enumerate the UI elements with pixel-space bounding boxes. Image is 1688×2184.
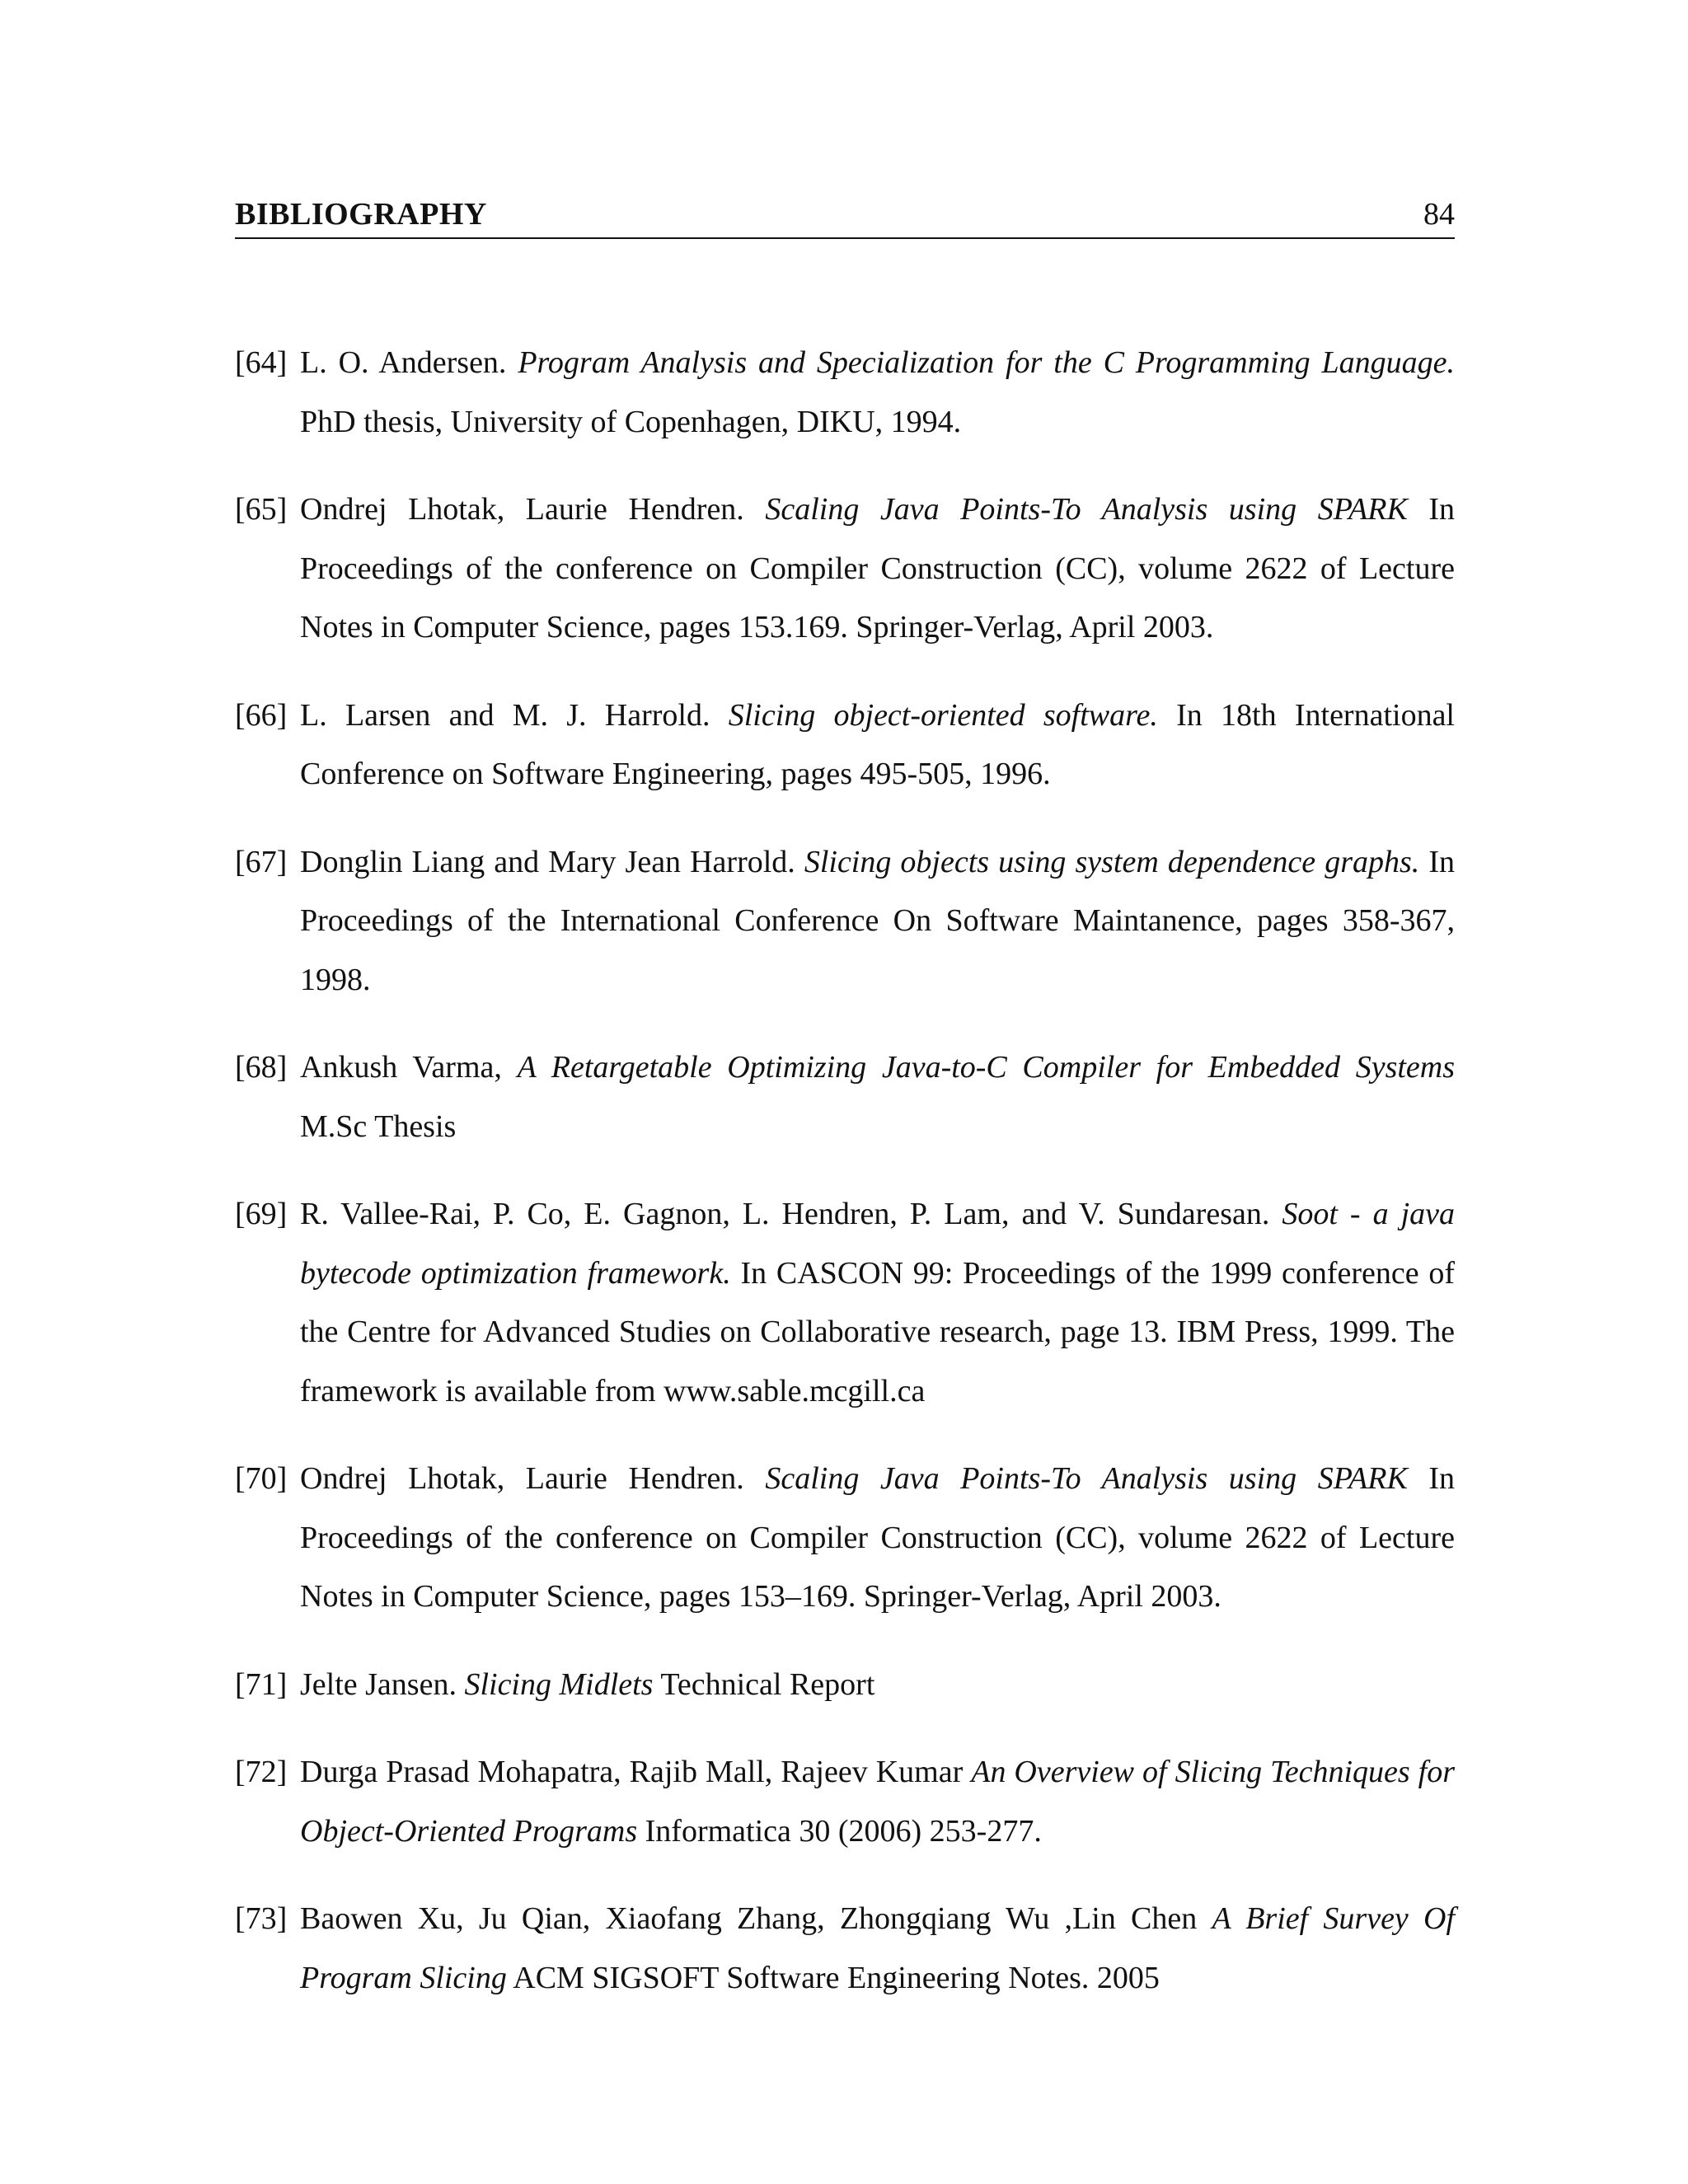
- entry-number: [66]: [235, 697, 288, 733]
- entry-details: In Proceedings of the conference on Compiler Construction (CC), volume 2622 of Lecture Notes in Computer Science, pages 153–169. Springer-Verlag, April 2003.: [300, 1461, 1456, 1614]
- entry-number: [65]: [235, 492, 288, 527]
- bibliography-entry: [235, 1185, 1455, 1421]
- entry-authors: Baowen Xu, Ju Qian, Xiaofang Zhang, Zhongqiang Wu ,Lin Chen: [300, 1901, 1198, 1936]
- entry-number: [72]: [235, 1755, 288, 1789]
- entry-text: [300, 1743, 1455, 1861]
- entry-number: [67]: [235, 844, 288, 879]
- bibliography-entry: [235, 1890, 1455, 2008]
- entry-authors: R. Vallee-Rai, P. Co, E. Gagnon, L. Hendren, P. Lam, and V. Sundaresan.: [300, 1197, 1270, 1231]
- entry-authors: Donglin Liang and Mary Jean Harrold.: [300, 844, 795, 879]
- entry-details: In 18th International Conference on Software Engineering, pages 495-505, 1996.: [300, 697, 1455, 791]
- page-number: 84: [1423, 197, 1455, 232]
- bibliography-list: [235, 334, 1455, 2036]
- entry-details: Technical Report: [660, 1666, 875, 1702]
- entry-number: [73]: [235, 1901, 288, 1936]
- entry-details: Informatica 30 (2006) 253-277.: [645, 1813, 1042, 1849]
- entry-text: [300, 1890, 1455, 2008]
- entry-authors: L. Larsen and M. J. Harrold.: [300, 697, 710, 733]
- entry-title: Slicing objects using system dependence graphs.: [804, 844, 1420, 879]
- entry-text: [300, 1450, 1455, 1627]
- entry-text: [300, 334, 1455, 452]
- entry-details: In Proceedings of the International Conference On Software Maintanence, pages 358-367, 1998.: [300, 844, 1455, 997]
- bibliography-entry: [235, 687, 1455, 804]
- entry-authors: Durga Prasad Mohapatra, Rajib Mall, Rajeev Kumar: [300, 1755, 964, 1789]
- bibliography-entry: [235, 1450, 1455, 1627]
- entry-title: A Retargetable Optimizing Java-to-C Compiler for Embedded Systems: [517, 1050, 1456, 1085]
- entry-details: ACM SIGSOFT Software Engineering Notes. 2005: [513, 1960, 1160, 1995]
- entry-authors: Jelte Jansen.: [300, 1666, 457, 1702]
- entry-title: Soot - a java bytecode optimization framework.: [300, 1197, 1456, 1291]
- running-header: [235, 196, 1455, 239]
- entry-number: [69]: [235, 1197, 288, 1231]
- entry-title: An Overview of Slicing Techniques for Object-Oriented Programs: [300, 1755, 1456, 1849]
- entry-details: PhD thesis, University of Copenhagen, DIKU, 1994.: [300, 404, 962, 439]
- bibliography-entry: [235, 1038, 1455, 1156]
- entry-text: [300, 1038, 1455, 1156]
- entry-number: [68]: [235, 1050, 288, 1085]
- entry-number: [70]: [235, 1461, 288, 1496]
- bibliography-entry: [235, 833, 1455, 1010]
- entry-authors: L. O. Andersen.: [300, 345, 507, 380]
- entry-details: In CASCON 99: Proceedings of the 1999 conference of the Centre for Advanced Studies on Collaborative research, page 13. IBM Press, 1999. The framework is available from www.sable.mcgill.ca: [300, 1255, 1456, 1408]
- entry-title: Scaling Java Points-To Analysis using SPARK: [765, 492, 1408, 527]
- entry-authors: Ankush Varma,: [300, 1050, 502, 1085]
- entry-title: Slicing Midlets: [464, 1666, 654, 1702]
- bibliography-entry: [235, 1743, 1455, 1861]
- entry-number: [71]: [235, 1666, 288, 1702]
- entry-title: Slicing object-oriented software.: [728, 697, 1158, 733]
- section-title: BIBLIOGRAPHY: [235, 197, 487, 232]
- entry-text: [300, 687, 1455, 804]
- entry-title: Program Analysis and Specialization for the C Programming Language.: [518, 345, 1455, 380]
- entry-number: [64]: [235, 345, 288, 380]
- entry-text: [300, 1656, 1455, 1715]
- entry-text: [300, 480, 1455, 658]
- bibliography-entry: [235, 1656, 1455, 1715]
- bibliography-entry: [235, 334, 1455, 452]
- entry-details: In Proceedings of the conference on Compiler Construction (CC), volume 2622 of Lecture Notes in Computer Science, pages 153.169. Springer-Verlag, April 2003.: [300, 492, 1456, 644]
- entry-authors: Ondrej Lhotak, Laurie Hendren.: [300, 492, 744, 527]
- entry-title: A Brief Survey Of Program Slicing: [300, 1901, 1456, 1995]
- entry-text: [300, 1185, 1455, 1421]
- bibliography-entry: [235, 480, 1455, 658]
- entry-authors: Ondrej Lhotak, Laurie Hendren.: [300, 1461, 744, 1496]
- entry-details: M.Sc Thesis: [300, 1108, 457, 1144]
- entry-title: Scaling Java Points-To Analysis using SPARK: [765, 1461, 1408, 1496]
- entry-text: [300, 833, 1455, 1010]
